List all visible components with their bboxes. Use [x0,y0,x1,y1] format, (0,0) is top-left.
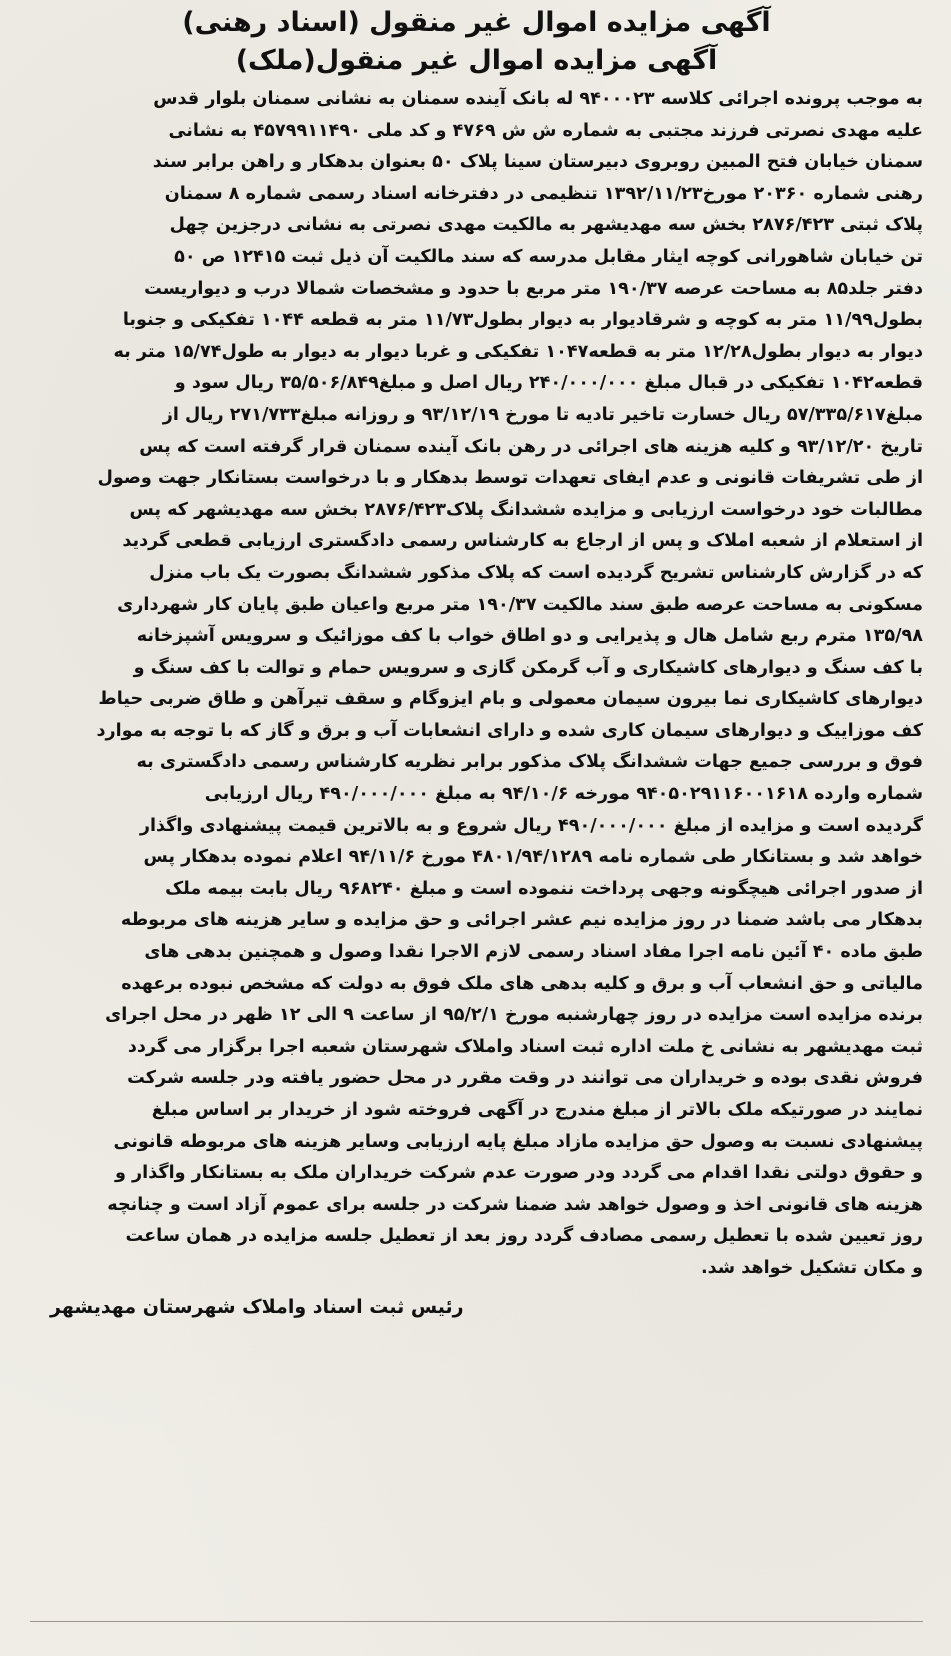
body-line: پلاک ثبتی ۲۸۷۶/۴۲۳ بخش سه مهدیشهر به مالکیت مهدی نصرتی به نشانی درجزین چهل [169,215,923,236]
body-line: مبلغ۵۷/۳۳۵/۶۱۷ ریال خسارت تاخیر تادیه تا مورخ ۹۳/۱۲/۱۹ و روزانه مبلغ۲۷۱/۷۳۳ ریال از [162,404,923,425]
body-line: رهنی شماره ۲۰۳۶۰ مورخ۱۳۹۲/۱۱/۲۳ تنظیمی در دفترخانه اسناد رسمی شماره ۸ سمنان [164,183,923,204]
signature-line: رئیس ثبت اسناد واملاک شهرستان مهدیشهر [50,1295,464,1318]
body-line: با کف سنگ و دیوارهای کاشیکاری و آب گرمکن گازی و سرویس حمام و توالت با کف سنگ و [133,657,923,678]
body-line: تاریخ ۹۳/۱۲/۲۰ و کلیه هزینه های اجرائی در رهن بانک آینده سمنان قرار گرفته است که پس [139,436,923,457]
body-line: دیوار به دیوار بطول۱۲/۲۸ متر به قطعه۱۰۴۷ تفکیکی و غربا دیوار به دیوار به طول۱۵/۷۴ متر به [113,341,923,362]
body-line: دفتر جلد۸۵ به مساحت عرصه ۱۹۰/۳۷ متر مربع با حدود و مشخصات شمالا درب و دیواریست [144,278,923,299]
body-line: فوق و بررسی جمیع جهات ششدانگ پلاک مذکور برابر نظریه کارشناس رسمی دادگستری به [136,752,923,773]
body-line: و مکان تشکیل خواهد شد. [700,1257,923,1278]
body-line: گردیده است و مزایده از مبلغ ۴۹۰/۰۰۰/۰۰۰ ریال شروع و به بالاترین قیمت پیشنهادی واگذار [139,815,923,836]
notice-body [30,84,923,1285]
body-line: هزینه های قانونی اخذ و وصول خواهد شد ضمنا شرکت در جلسه برای عموم آزاد است و چنانچه [107,1194,923,1215]
notice-title-secondary: آگهی مزایده اموال غیر منقول(ملک) [235,45,718,76]
body-line: ثبت مهدیشهر به نشانی خ ملت اداره ثبت اسناد واملاک شهرستان شعبه اجرا برگزار می گردد [127,1036,923,1057]
body-line: پیشنهادی نسبت به وصول حق مزایده مازاد مبلغ پایه ارزیابی وسایر هزینه های مربوطه قانونی [113,1131,923,1152]
body-line: علیه مهدی نصرتی فرزند مجتبی به شماره ش ش ۴۷۶۹ و کد ملی ۴۵۷۹۹۱۱۴۹۰ به نشانی [168,120,923,141]
bottom-divider [30,1621,923,1622]
body-line: از صدور اجرائی هیچگونه وجهی پرداخت ننموده است و مبلغ ۹۶۸۲۴۰ ریال بابت بیمه ملک [165,878,923,899]
body-line: مسکونی به مساحت عرصه طبق سند مالکیت ۱۹۰/۳۷ متر مربع واعیان طبق پایان کار شهرداری [117,594,923,615]
body-line: کف موزاییک و دیوارهای سیمان کاری شده و دارای انشعابات آب و برق و گاز که با توجه به موارد [96,720,923,741]
body-line: مطالبات خود درخواست ارزیابی و مزایده ششدانگ پلاک۲۸۷۶/۴۲۳ بخش سه مهدیشهر که پس [129,499,923,520]
body-line: خواهد شد و بستانکار طی شماره نامه ۴۸۰۱/۹۴/۱۲۸۹ مورخ ۹۴/۱۱/۶ اعلام نموده بدهکار پس [143,847,923,868]
notice-title-primary: آگهی مزایده اموال غیر منقول (اسناد رهنی) [182,7,771,38]
body-line: نمایند در صورتیکه ملک بالاتر از مبلغ مندرج در آگهی فروخته شود از خریدار بر اساس مبلغ [151,1100,923,1120]
body-line: دیوارهای کاشیکاری نما بیرون سیمان معمولی و بام ایزوگام و سقف تیرآهن و طاق ضربی حیاط [98,689,923,710]
body-line: فروش نقدی بوده و خریداران می توانند در وقت مقرر در محل حضور یافته ودر جلسه شرکت [127,1068,923,1089]
body-line: و حقوق دولتی نقدا اقدام می گردد ودر صورت عدم شرکت خریداران ملک به بستانکار واگذار و [114,1163,923,1184]
body-line: بدهکار می باشد ضمنا در روز مزایده نیم عشر اجرائی و حق مزایده و سایر هزینه های مربوطه [120,910,923,931]
body-line: که در گزارش کارشناس تشریح گردیده است که پلاک مذکور ششدانگ بصورت یک باب منزل [149,562,923,583]
body-line: بطول۱۱/۹۹ متر به کوچه و شرقادیوار به دیوار بطول۱۱/۷۳ متر به قطعه ۱۰۴۴ تفکیکی و جنوبا [122,310,923,331]
body-line: برنده مزایده است مزایده در روز چهارشنبه مورخ ۹۵/۲/۱ از ساعت ۹ الی ۱۲ ظهر در محل اجرای [105,1005,923,1026]
body-line: به موجب پرونده اجرائی کلاسه ۹۴۰۰۰۲۳ له بانک آینده سمنان به نشانی سمنان بلوار قدس [153,89,923,109]
body-line: قطعه۱۰۴۲ تفکیکی در قبال مبلغ ۲۴۰/۰۰۰/۰۰۰ ریال اصل و مبلغ۳۵/۵۰۶/۸۴۹ ریال سود و [174,373,923,394]
body-line: از استعلام از شعبه املاک و پس از ارجاع به کارشناس رسمی دادگستری ارزیابی قطعی گردید [122,531,923,552]
body-line: مالیاتی و حق انشعاب آب و برق و کلیه بدهی های ملک فوق به دولت که مشخص نبوده برعهده [121,973,923,994]
body-line: طبق ماده ۴۰ آئین نامه اجرا مفاد اسناد رسمی لازم الاجرا نقدا وصول و همچنین بدهی های [144,942,923,963]
body-line: سمنان خیابان فتح المبین روبروی دبیرستان سینا پلاک ۵۰ بعنوان بدهکار و راهن برابر سند [152,152,923,173]
body-line: تن خیابان شاهورانی کوچه ایثار مقابل مدرسه که سند مالکیت آن ذیل ثبت ۱۲۴۱۵ ص ۵۰ [174,246,923,267]
body-line: ۱۳۵/۹۸ مترم ربع شامل هال و پذیرایی و دو اطاق خواب با کف موزائیک و سرویس آشپزخانه [136,626,923,647]
body-line: روز تعیین شده با تعطیل رسمی مصادف گردد روز بعد از تعطیل جلسه مزایده در همان ساعت [125,1226,923,1247]
body-line: از طی تشریفات قانونی و عدم ایفای تعهدات توسط بدهکار و با درخواست بستانکار جهت وصول [97,468,923,489]
body-line: شماره وارده ۹۴۰۵۰۲۹۱۱۶۰۰۱۶۱۸ مورخه ۹۴/۱۰/۶ به مبلغ ۴۹۰/۰۰۰/۰۰۰ ریال ارزیابی [204,784,923,805]
